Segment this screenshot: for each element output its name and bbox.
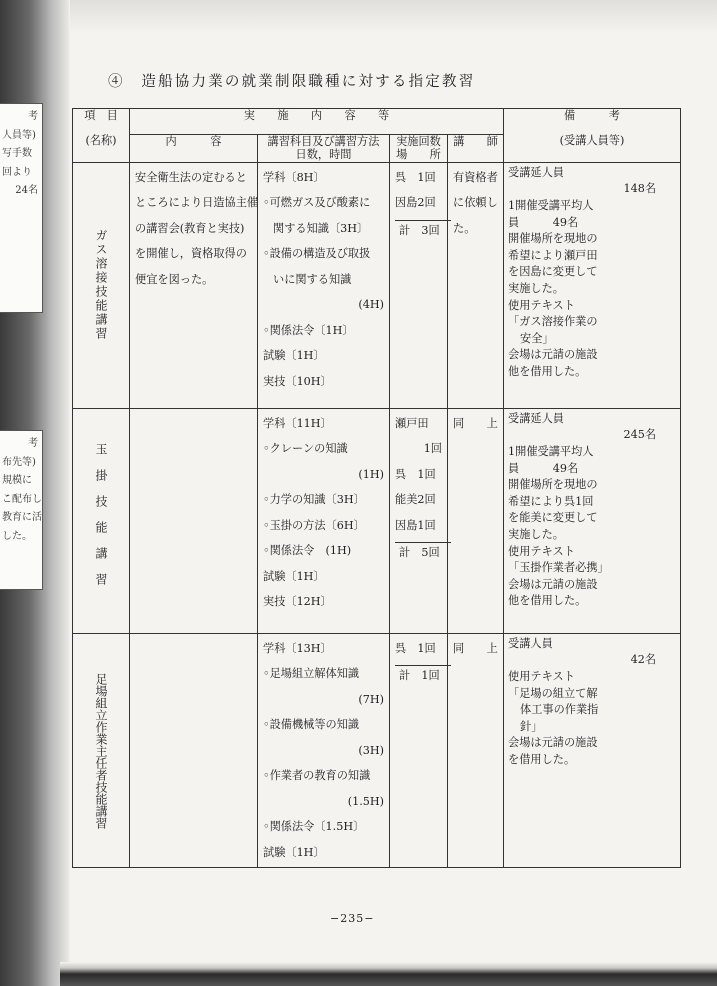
- instructor-line: 同 上: [453, 641, 498, 655]
- remark-line: 42名: [630, 653, 657, 667]
- row-content-empty: [130, 408, 258, 633]
- remark-line: 実施した。: [508, 528, 564, 542]
- subject-line: (3H): [358, 743, 384, 757]
- content-line: 安全衛生法の定むると: [135, 170, 247, 184]
- row-remarks: [504, 409, 680, 612]
- instructor-line: た。: [453, 221, 476, 235]
- session-total: 計 5回: [399, 546, 440, 560]
- row-subjects: [258, 409, 389, 617]
- subject-line: 試験〔1H〕: [263, 845, 325, 859]
- remark-line: 実施した。: [508, 282, 564, 296]
- prev-text: 考: [28, 438, 38, 449]
- row-name: ガス溶接技能講習: [94, 229, 108, 342]
- header-remarks: [504, 109, 681, 163]
- session-line: 能美2回: [395, 493, 436, 507]
- subject-line: いに関する知識: [273, 272, 352, 286]
- row-sessions: [390, 163, 447, 243]
- remark-line: 員 49名: [508, 215, 579, 229]
- remark-line: を借用した。: [508, 753, 576, 767]
- header-sessions-label: 実施回数: [396, 135, 441, 148]
- subject-line: ◦玉掛の方法〔6H〕: [263, 518, 365, 532]
- header-place-label: 場 所: [396, 148, 441, 162]
- subject-line: ◦設備の構造及び取扱: [263, 247, 371, 261]
- page-bottom-shadow: [60, 962, 717, 986]
- remark-line: 「ガス溶接作業の: [508, 315, 598, 329]
- header-sessions: [390, 135, 448, 163]
- row-remarks: [504, 163, 680, 383]
- remark-line: 受講延人員: [508, 411, 564, 425]
- remark-line: を能美に変更して: [508, 511, 598, 525]
- session-line: 瀬戸田: [395, 416, 429, 430]
- header-impl: 実 施 内 容 等: [130, 109, 504, 135]
- training-table: [72, 108, 681, 868]
- subject-line: 学科〔11H〕: [263, 416, 332, 430]
- remark-line: 員 49名: [508, 461, 579, 475]
- page-top-shadow: [0, 0, 717, 34]
- header-subjects-label: 講習科目及び講習方法: [267, 135, 380, 148]
- previous-page-fragment-bottom: [0, 430, 43, 590]
- header-days-label: 日数，時間: [295, 148, 352, 162]
- session-line: 因島1回: [395, 518, 436, 532]
- table-row: [73, 408, 681, 633]
- subject-line: (7H): [358, 692, 384, 706]
- section-title: ④ 造船協力業の就業制限職種に対する指定教習: [108, 74, 476, 90]
- header-name-label: (名称): [85, 134, 117, 148]
- content-line: の講習会(教育と実技): [135, 221, 245, 235]
- remark-line: 他を借用した。: [508, 594, 587, 608]
- remark-line: 受講延人員: [508, 165, 564, 179]
- remark-line: 245名: [623, 428, 657, 442]
- remark-line: 使用テキスト: [508, 670, 575, 684]
- prev-text: 布先等): [2, 456, 36, 468]
- session-line: 1回: [423, 442, 442, 456]
- header-item-label: 項 目: [84, 109, 118, 122]
- content-line: ところにより日造協主催: [135, 196, 259, 210]
- session-line: 呉 1回: [395, 170, 436, 184]
- subject-line: ◦関係法令〔1H〕: [263, 323, 354, 337]
- remark-line: 使用テキスト: [508, 544, 575, 558]
- subject-line: ◦設備機械等の知識: [263, 718, 360, 732]
- remark-line: 「玉掛作業者必携」: [508, 561, 609, 575]
- session-line: 因島2回: [395, 196, 436, 210]
- subject-line: ◦力学の知識〔3H〕: [263, 493, 365, 507]
- subject-line: 学科〔8H〕: [263, 170, 325, 184]
- subject-line: ◦関係法令〔1.5H〕: [263, 820, 365, 834]
- header-content: 内 容: [130, 135, 258, 163]
- subject-line: 試験〔1H〕: [263, 569, 325, 583]
- content-line: 便宜を図った。: [135, 272, 214, 286]
- subject-line: ◦作業者の教育の知識: [263, 769, 371, 783]
- row-subjects: [258, 634, 389, 868]
- row-instructor: [448, 409, 503, 439]
- subject-line: ◦足場組立解体知識: [263, 667, 360, 681]
- remark-line: 針」: [520, 719, 543, 733]
- row-sessions: [390, 409, 447, 566]
- session-line: 呉 1回: [395, 641, 436, 655]
- prev-text: 回より: [2, 166, 32, 178]
- remark-line: 希望により呉1回: [508, 494, 594, 508]
- subject-line: 学科〔13H〕: [263, 641, 332, 655]
- remark-line: 受講人員: [508, 636, 553, 650]
- remark-line: を因島に変更して: [508, 265, 598, 279]
- row-instructor: [448, 634, 503, 664]
- row-content-empty: [130, 633, 258, 868]
- header-item: [73, 109, 130, 163]
- subject-line: 試験〔1H〕: [263, 349, 325, 363]
- remark-line: 使用テキスト: [508, 298, 575, 312]
- remark-line: 会場は元請の施設: [508, 577, 598, 591]
- session-line: 呉 1回: [395, 467, 436, 481]
- prev-text: 24名: [15, 185, 38, 196]
- row-name: 足場組立作業主任者技能講習: [94, 672, 108, 829]
- table-row: [73, 633, 681, 868]
- remark-line: 1開催受講平均人: [508, 199, 594, 213]
- remark-line: 148名: [623, 182, 657, 196]
- prev-text: 教育に活: [2, 512, 42, 523]
- session-total: 計 1回: [399, 669, 440, 683]
- row-subjects: [258, 163, 389, 397]
- subject-line: (4H): [358, 298, 384, 312]
- header-subjects: [258, 135, 390, 163]
- remark-line: 会場は元請の施設: [508, 736, 598, 750]
- remark-line: 1開催受講平均人: [508, 445, 594, 459]
- subject-line: 実技〔10H〕: [263, 374, 332, 388]
- previous-page-fragment-top: [0, 103, 43, 313]
- row-content: [130, 163, 257, 295]
- remark-line: 会場は元請の施設: [508, 348, 598, 362]
- row-remarks: [504, 634, 680, 771]
- instructor-line: 同 上: [453, 416, 498, 430]
- subject-line: 実技〔12H〕: [263, 595, 332, 609]
- session-total: 計 3回: [399, 223, 440, 237]
- content-line: を開催し，資格取得の: [135, 247, 247, 261]
- page-number: −235−: [330, 912, 375, 925]
- subject-line: (1.5H): [347, 794, 384, 808]
- header-remarks-label: 備 考: [564, 109, 620, 122]
- remark-line: 「足場の組立て解: [508, 686, 598, 700]
- remark-line: 他を借用した。: [508, 365, 587, 378]
- remark-line: 開催場所を現地の: [508, 232, 598, 246]
- prev-text: 人員等): [2, 129, 36, 141]
- remark-line: 安全」: [520, 331, 554, 345]
- subject-line: ◦クレーンの知識: [263, 442, 348, 456]
- row-instructor: [448, 163, 503, 244]
- remark-line: 体工事の作業指: [520, 703, 599, 717]
- prev-text: 規模に: [2, 475, 32, 486]
- subject-line: ◦関係法令 (1H): [263, 544, 352, 558]
- prev-text: こ配布し: [2, 493, 42, 505]
- header-remarks-sub: (受講人員等): [559, 134, 625, 148]
- row-name: 玉掛技能講習: [94, 442, 108, 599]
- subject-line: ◦可燃ガス及び酸素に: [263, 196, 371, 210]
- row-sessions: [390, 634, 447, 689]
- prev-text: 写手数: [2, 148, 32, 159]
- remark-line: 開催場所を現地の: [508, 478, 598, 492]
- subject-line: 関する知識〔3H〕: [273, 221, 369, 235]
- instructor-line: に依頼し: [453, 196, 498, 210]
- subject-line: (1H): [358, 467, 384, 481]
- prev-text: した。: [2, 530, 32, 542]
- instructor-line: 有資格者: [453, 170, 498, 184]
- remark-line: 希望により瀬戸田: [508, 248, 598, 262]
- table-row: [73, 162, 681, 408]
- header-instructor: 講 師: [448, 135, 504, 163]
- prev-text: 考: [28, 111, 38, 122]
